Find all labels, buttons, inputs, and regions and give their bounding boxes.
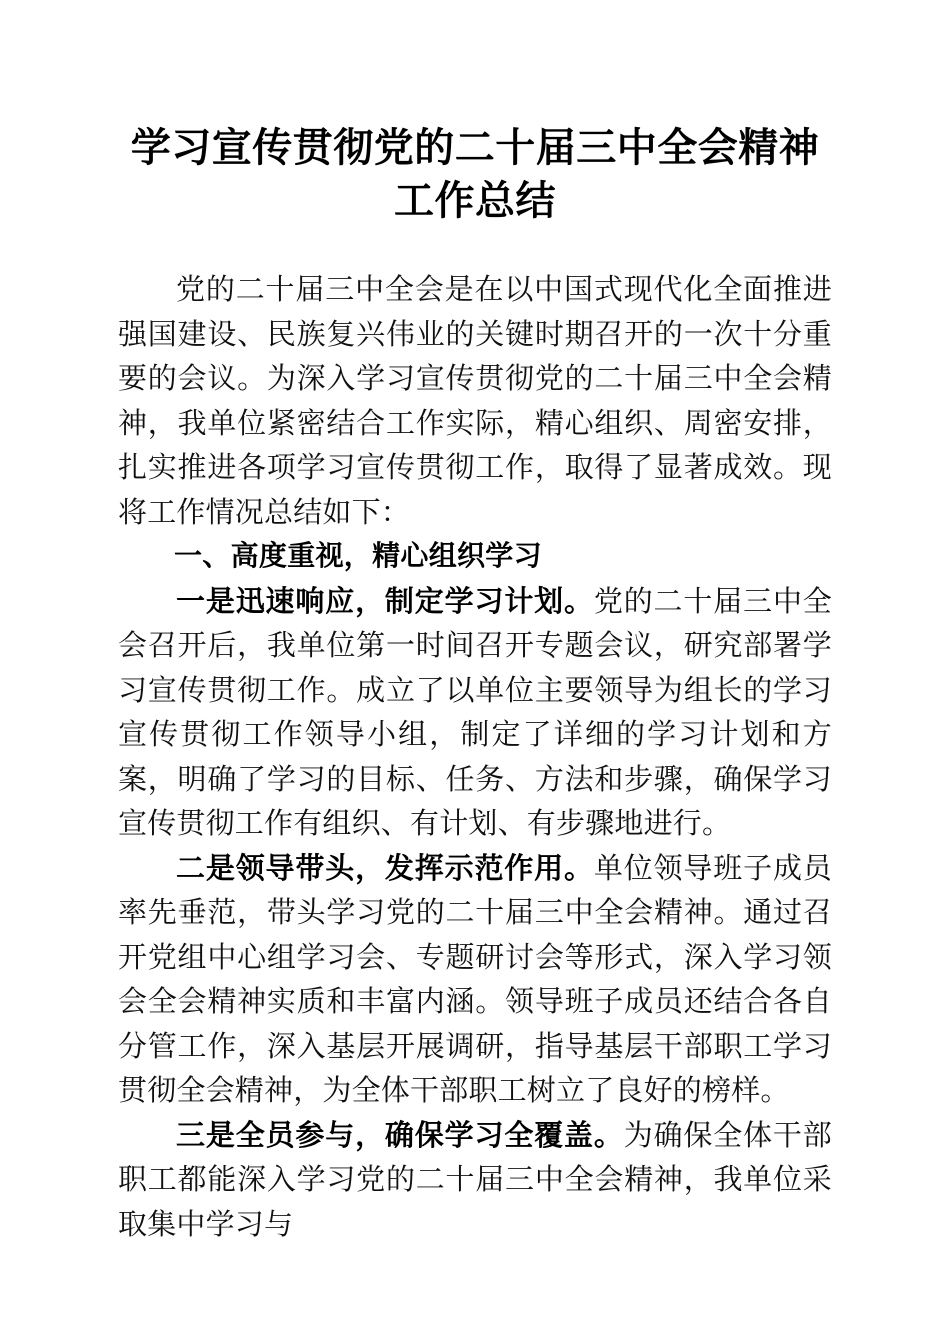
paragraph-lead-in: 三是全员参与，确保学习全覆盖。 — [176, 1117, 624, 1152]
paragraph-point-2 — [118, 846, 832, 1113]
paragraph-text: 单位领导班子成员率先垂范，带头学习党的二十届三中全会精神。通过召开党组中心组学习会、专题研讨会等形式，深入学习领会全会精神实质和丰富内涵。领导班子成员还结合各自分管工作，深入基层开展调研，指导基层干部职工学习贯彻全会精神，为全体干部职工树立了良好的榜样。 — [118, 850, 832, 1107]
paragraph-text: 为确保全体干部职工都能深入学习党的二十届三中全会精神，我单位采取集中学习与 — [118, 1117, 832, 1241]
document-content-column — [118, 0, 832, 1246]
paragraph-text: 党的二十届三中全会召开后，我单位第一时间召开专题会议，研究部署学习宣传贯彻工作。成立了以单位主要领导为组长的学习宣传贯彻工作领导小组，制定了详细的学习计划和方案，明确了学习的目标、任务、方法和步骤，确保学习宣传贯彻工作有组织、有计划、有步骤地进行。 — [118, 583, 832, 840]
document-body — [118, 227, 832, 1246]
paragraph-lead-in: 一是迅速响应，制定学习计划。 — [176, 583, 594, 618]
paragraph-point-1 — [118, 579, 832, 846]
paragraph-lead-in: 二是领导带头，发挥示范作用。 — [176, 850, 594, 885]
document-title: 学习宣传贯彻党的二十届三中全会精神工作总结 — [130, 124, 820, 224]
paragraph-point-3 — [118, 1113, 832, 1247]
paragraph-text: 党的二十届三中全会是在以中国式现代化全面推进强国建设、民族复兴伟业的关键时期召开的一次十分重要的会议。为深入学习宣传贯彻党的二十届三中全会精神，我单位紧密结合工作实际，精心组织、周密安排，扎实推进各项学习宣传贯彻工作，取得了显著成效。现将工作情况总结如下： — [118, 272, 832, 529]
section-heading-1: 一、高度重视，精心组织学习 — [174, 539, 542, 572]
paragraph-intro — [118, 267, 832, 534]
